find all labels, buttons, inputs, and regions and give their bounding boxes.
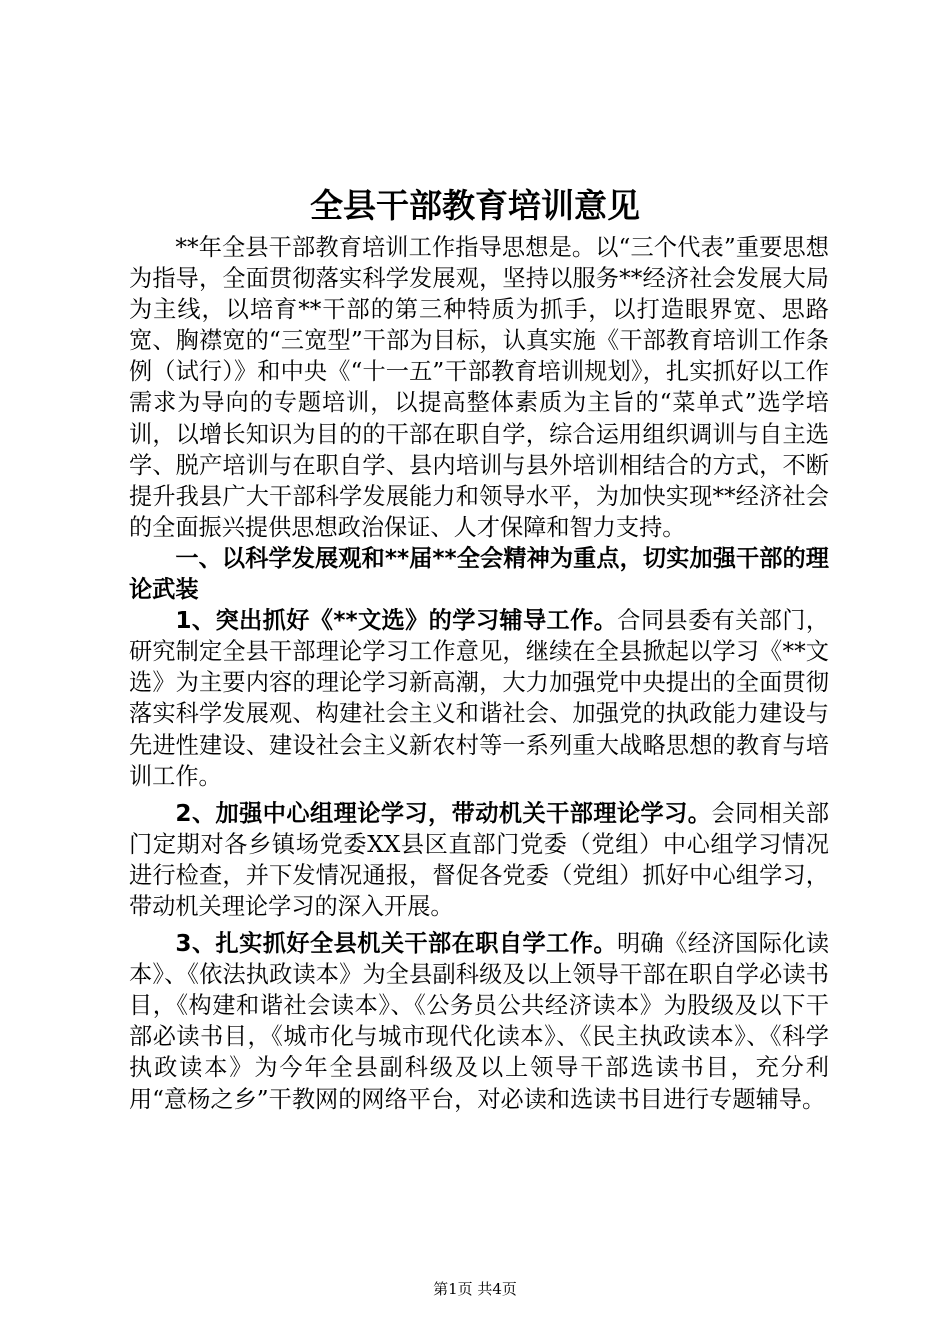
item-1-body: 合同县委有关部门，研究制定全县干部理论学习工作意见，继续在全县掀起以学习《**文选》为主要内容的理论学习新高潮，大力加强党中央提出的全面贯彻落实科学发展观、构建社会主义和谐社会、加强党的执政能力建设与先进性建设、建设社会主义新农村等一系列重大战略思想的教育与培训工作。 [129, 607, 830, 790]
intro-paragraph: **年全县干部教育培训工作指导思想是。以“三个代表”重要思想为指导，全面贯彻落实科学发展观，坚持以服务**经济社会发展大局为主线，以培育**干部的第三种特质为抓手，以打造眼界宽、思路宽、胸襟宽的“三宽型”干部为目标，认真实施《干部教育培训工作条例（试行）》和中央《“十一五”干部教育培训规划》，扎实抓好以工作需求为导向的专题培训，以提高整体素质为主旨的“菜单式”选学培训，以增长知识为目的的干部在职自学，综合运用组织调训与自主选学、脱产培训与在职自学、县内培训与县外培训相结合的方式，不断提升我县广大干部科学发展能力和领导水平，为加快实现**经济社会的全面振兴提供思想政治保证、人才保障和智力支持。 [129, 234, 829, 541]
page-number-footer: 第1页 共4页 [433, 1280, 517, 1298]
item-3-body: 明确《经济国际化读本》、《依法执政读本》为全县副科级及以上领导干部在职自学必读书目，《构建和谐社会读本》、《公务员公共经济读本》为股级及以下干部必读书目，《城市化与城市现代化读本》、《民主执政读本》、《科学执政读本》为今年全县副科级及以上领导干部选读书目，充分利用“意杨之乡”干教网的网络平台，对必读和选读书目进行专题辅导。 [129, 930, 830, 1113]
item-3-paragraph [129, 928, 829, 1115]
item-1-lead: 1、突出抓好《**文选》的学习辅导工作。 [175, 607, 618, 635]
document-body [129, 232, 829, 1115]
item-3-lead: 3、扎实抓好全县机关干部在职自学工作。 [175, 930, 617, 958]
document-title: 全县干部教育培训意见 [310, 186, 640, 225]
item-1-paragraph [129, 605, 829, 792]
item-2-paragraph [129, 798, 829, 922]
item-2-lead: 2、加强中心组理论学习，带动机关干部理论学习。 [175, 799, 712, 827]
item-2-body: 会同相关部门定期对各乡镇场党委XX县区直部门党委（党组）中心组学习情况进行检查，并下发情况通报，督促各党委（党组）抓好中心组学习，带动机关理论学习的深入开展。 [129, 799, 830, 920]
section-1-heading: 一、以科学发展观和**届**全会精神为重点，切实加强干部的理论武装 [129, 544, 829, 604]
